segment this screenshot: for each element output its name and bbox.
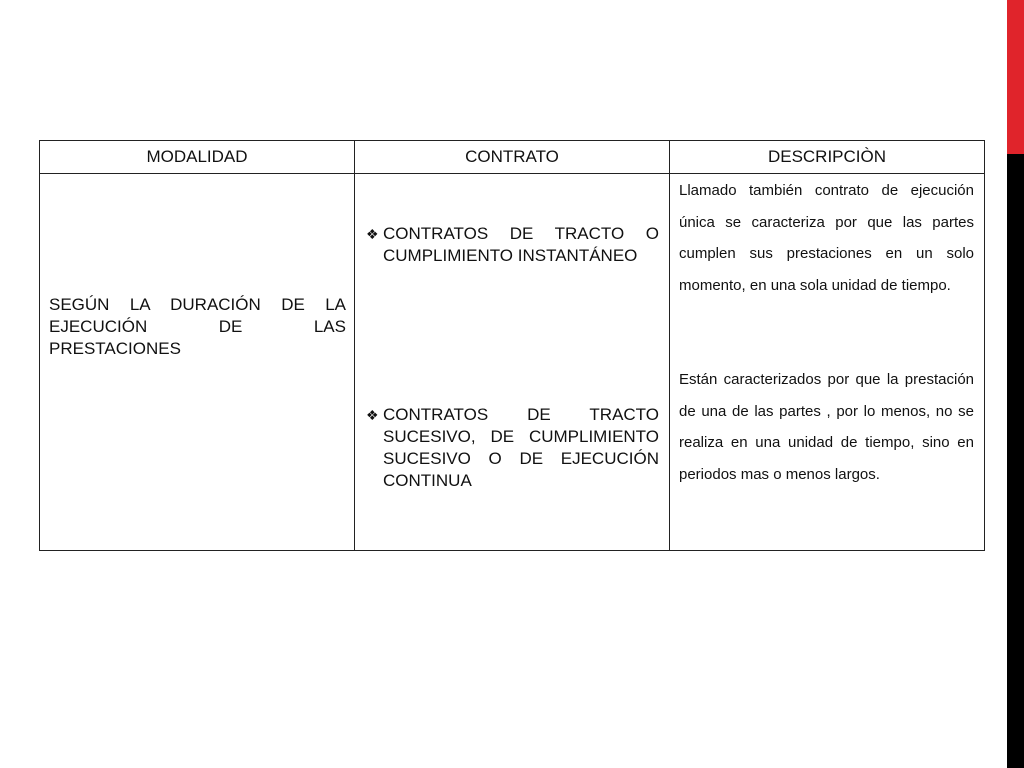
modalidad-text: SEGÚN LA DURACIÓN DE LA EJECUCIÓN DE LAS PRESTACIONES — [49, 295, 346, 358]
header-contrato: CONTRATO — [355, 141, 670, 174]
contract-text: CONTRATOS DE TRACTO O CUMPLIMIENTO INSTANTÁNEO — [383, 224, 659, 265]
accent-bar-red — [1007, 0, 1024, 154]
modalidad-cell — [40, 174, 355, 551]
accent-bar-black — [1007, 154, 1024, 768]
contract-item — [355, 223, 669, 267]
descripcion-cell — [670, 174, 985, 551]
contracts-table — [39, 140, 985, 551]
contract-text: CONTRATOS DE TRACTO SUCESIVO, DE CUMPLIMIENTO SUCESIVO O DE EJECUCIÓN CONTINUA — [383, 405, 659, 490]
table-row — [40, 174, 985, 551]
description-text: Están caracterizados por que la prestación de una de las partes , por lo menos, no se realiza en una unidad de tiempo, sino en periodos mas o menos largos. — [679, 371, 974, 483]
header-row — [40, 141, 985, 174]
description-text: Llamado también contrato de ejecución única se caracteriza por que las partes cumplen sus prestaciones en un solo momento, en una sola unidad de tiempo. — [679, 182, 974, 294]
header-descripcion: DESCRIPCIÒN — [670, 141, 985, 174]
header-modalidad: MODALIDAD — [40, 141, 355, 174]
contract-item — [355, 404, 669, 492]
diamond-bullet-icon: ❖ — [366, 407, 379, 423]
diamond-bullet-icon: ❖ — [366, 226, 379, 242]
contrato-cell — [355, 174, 670, 551]
